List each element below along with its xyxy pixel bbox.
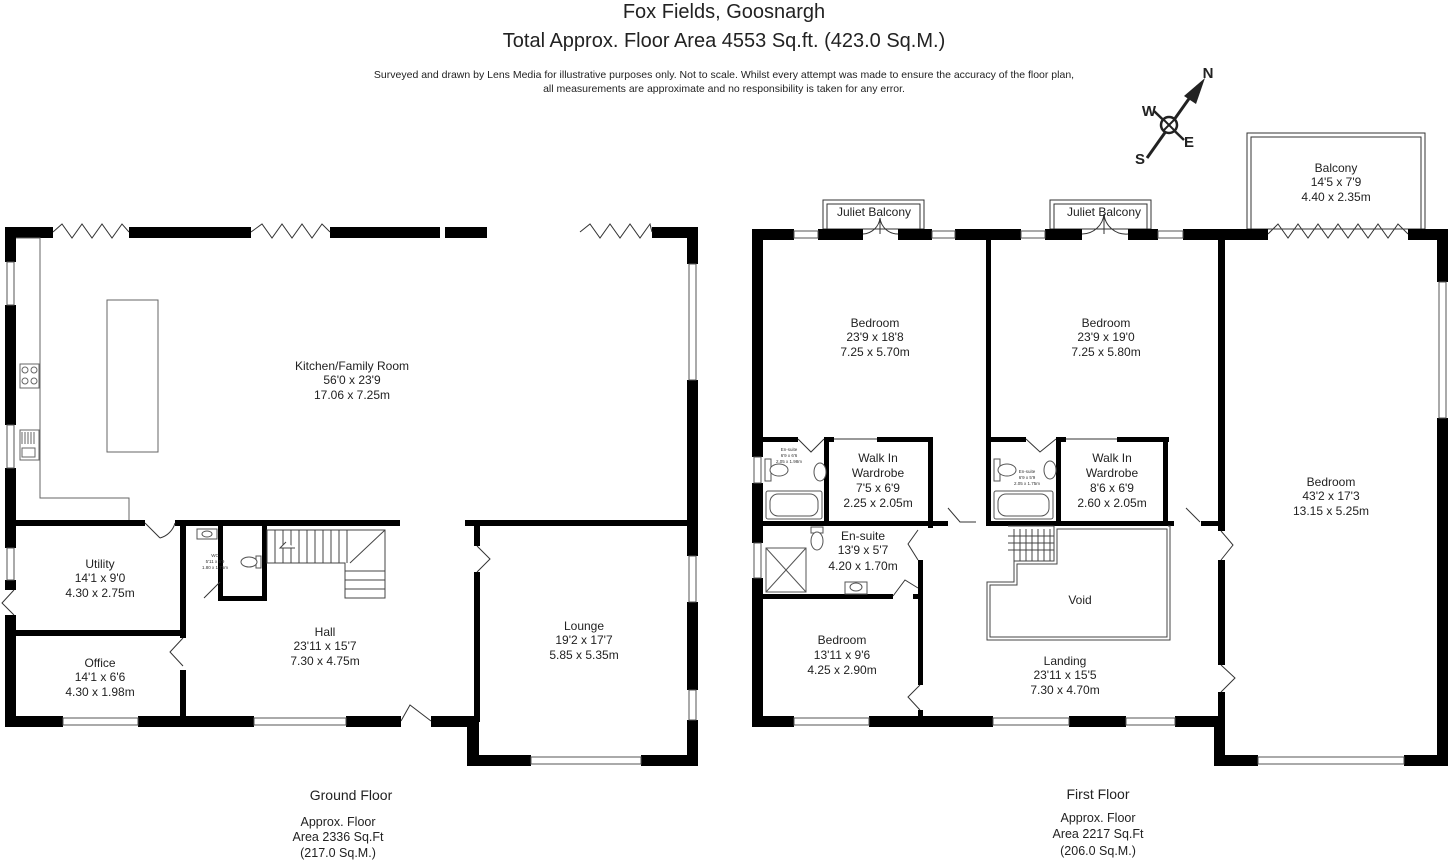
room-size-imperial: 14'5 x 7'9 [1310, 175, 1362, 189]
room-size-metric: 4.40 x 2.35m [1301, 190, 1371, 204]
ground-floor-caption [292, 787, 392, 860]
room-size-metric: 2.05 x 1.98m [775, 459, 803, 464]
room-name-line-1: Walk In [1092, 451, 1132, 465]
juliet-balcony-2 [1067, 205, 1141, 219]
room-size-imperial: 43'2 x 17'3 [1302, 489, 1360, 503]
room-landing [1030, 654, 1099, 697]
room-size-imperial: 8'6 x 6'9 [1090, 481, 1134, 495]
room-name: Void [1068, 593, 1092, 607]
floor-title: Ground Floor [309, 787, 393, 803]
room-size-metric: 7.30 x 4.70m [1030, 683, 1100, 697]
room-size-imperial: 5'11 x 5'9 [205, 559, 225, 564]
room-name: WC [211, 553, 219, 558]
room-size-metric: 2.60 x 2.05m [1077, 496, 1147, 510]
plan-title: Fox Fields, Goosnargh [622, 1, 826, 23]
compass-rose [1135, 65, 1213, 168]
juliet-balcony-1 [837, 205, 911, 219]
room-name: Bedroom [1306, 475, 1356, 489]
room-size-metric: 4.25 x 2.90m [807, 663, 877, 677]
room-size-imperial: 14'1 x 9'0 [74, 571, 126, 585]
room-name: En-suite [1018, 469, 1036, 474]
floor-area-line-1: Approx. Floor [300, 815, 376, 829]
room-bedroom-2 [1071, 316, 1140, 359]
first-floor-plan [752, 133, 1448, 858]
room-name: En-suite [840, 529, 886, 543]
compass-west: W [1141, 103, 1157, 120]
disclaimer-line-1: Surveyed and drawn by Lens Media for illustrative purposes only. Not to scale. Whilst every attempt was made to ensure the accuracy of the floor plan, [373, 69, 1075, 81]
room-size-imperial: 19'2 x 17'7 [555, 633, 613, 647]
room-name: Hall [314, 625, 336, 639]
room-size-imperial: 13'9 x 5'7 [837, 543, 889, 557]
room-size-metric: 17.06 x 7.25m [313, 388, 391, 402]
room-size-imperial: 23'9 x 19'0 [1077, 330, 1135, 344]
first-floor-caption [1052, 786, 1144, 858]
floor-area-line-1: Approx. Floor [1060, 811, 1136, 825]
room-name: En-suite [780, 447, 798, 452]
room-size-metric: 7.25 x 5.80m [1071, 345, 1141, 359]
room-name: Bedroom [817, 633, 867, 647]
room-size-imperial: 23'9 x 18'8 [846, 330, 904, 344]
room-size-imperial: 6'9 x 6'6 [780, 453, 798, 458]
room-size-imperial: 7'5 x 6'9 [856, 481, 900, 495]
room-void [1068, 593, 1091, 607]
room-name: Utility [85, 557, 115, 571]
disclaimer-line-2: all measurements are approximate and no responsibility is taken for any error. [543, 83, 905, 95]
room-size-metric: 7.25 x 5.70m [840, 345, 910, 359]
room-name: Bedroom [850, 316, 900, 330]
room-ensuite-small-1 [776, 447, 802, 464]
room-size-metric: 7.30 x 4.75m [290, 654, 360, 668]
room-wc [202, 553, 228, 570]
room-name: Juliet Balcony [836, 205, 912, 219]
floor-area-line-2: Area 2336 Sq.Ft [292, 830, 384, 844]
room-office [65, 656, 134, 699]
room-size-imperial: 56'0 x 23'9 [323, 373, 381, 387]
room-name: Landing [1043, 654, 1087, 668]
compass-east: E [1183, 134, 1195, 151]
room-bedroom-3 [1293, 475, 1369, 518]
room-name-line-2: Wardrobe [851, 466, 905, 480]
room-name-line-2: Wardrobe [1085, 466, 1139, 480]
floor-area-line-3: (217.0 Sq.M.) [300, 846, 376, 860]
room-name: Kitchen/Family Room [294, 359, 410, 373]
room-name: Bedroom [1081, 316, 1131, 330]
room-size-metric: 1.80 x 1.75m [201, 565, 229, 570]
room-walkin-wardrobe-1 [843, 451, 912, 510]
room-size-metric: 2.05 x 1.75m [1013, 481, 1041, 486]
room-size-imperial: 14'1 x 6'6 [74, 670, 126, 684]
room-hall [290, 625, 359, 668]
room-name: Lounge [563, 619, 605, 633]
room-ensuite-small-2 [1014, 469, 1040, 486]
room-kitchen-family [295, 359, 409, 402]
total-floor-area: Total Approx. Floor Area 4553 Sq.ft. (423.0 Sq.M.) [502, 30, 946, 52]
ground-floor-plan [2, 224, 698, 860]
floor-title: First Floor [1066, 786, 1130, 802]
room-bedroom-4 [807, 633, 876, 677]
room-size-metric: 4.20 x 1.70m [828, 559, 898, 573]
room-size-metric: 13.15 x 5.25m [1292, 504, 1370, 518]
room-size-metric: 4.30 x 2.75m [65, 586, 135, 600]
floor-area-line-3: (206.0 Sq.M.) [1060, 844, 1136, 858]
room-walkin-wardrobe-2 [1077, 451, 1146, 510]
room-ensuite [828, 529, 897, 573]
compass-south: S [1134, 151, 1146, 168]
room-size-imperial: 23'11 x 15'7 [293, 639, 357, 653]
room-name: Office [84, 656, 116, 670]
room-size-imperial: 23'11 x 15'5 [1033, 668, 1097, 682]
room-utility [65, 557, 134, 600]
room-lounge [549, 619, 618, 662]
room-name-line-1: Walk In [858, 451, 898, 465]
room-size-metric: 5.85 x 5.35m [549, 648, 619, 662]
room-name: Juliet Balcony [1066, 205, 1142, 219]
room-size-imperial: 6'9 x 5'9 [1018, 475, 1036, 480]
room-size-metric: 2.25 x 2.05m [843, 496, 913, 510]
room-size-metric: 4.30 x 1.98m [65, 685, 135, 699]
floor-area-line-2: Area 2217 Sq.Ft [1052, 827, 1144, 841]
room-bedroom-1 [840, 316, 909, 359]
compass-north: N [1202, 65, 1214, 82]
room-name: Balcony [1314, 161, 1358, 175]
room-size-imperial: 13'11 x 9'6 [813, 648, 871, 662]
